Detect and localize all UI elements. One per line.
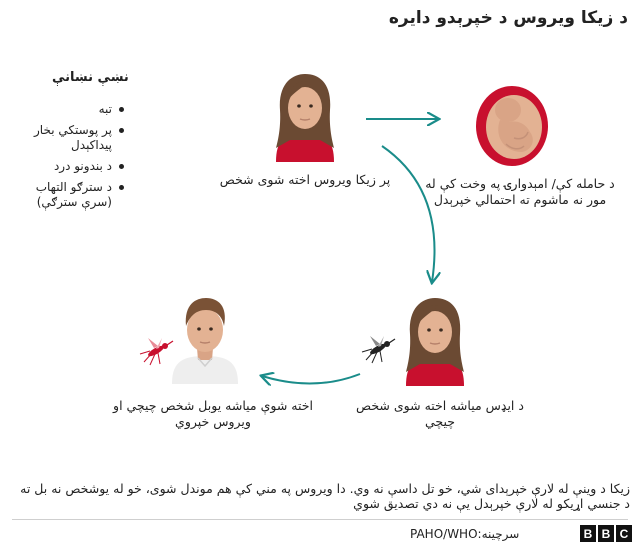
footer-note: زیکا د وینې له لارې خپرېدای شي، خو تل داسې نه وي. دا ویروس په مني کې هم موندل شوی، خو له یوشخص نه بل ته د جنسي اړیکو له لارې خپرېدل یې نه دي تصدیق شوي [20, 481, 630, 511]
symptom-item: پر پوستکي بخار پیداکېدل [6, 123, 124, 153]
arrow-to-healthy [262, 374, 360, 384]
mosquito-bite-caption: د ایډس میاشه اخته شوی شخص چیچي [356, 398, 524, 429]
logo-letter: B [580, 525, 596, 542]
logo-letter: B [598, 525, 614, 542]
symptoms-heading: نښې نښانې [52, 70, 129, 85]
infected-person-caption: پر زیکا ویروس اخته شوی شخص [219, 172, 391, 187]
healthy-person-caption: اخته شوې میاشه یوبل شخص چیچي او ویروس خپروي [113, 398, 313, 429]
source-credit: سرچینه:PAHO/WHO [410, 527, 520, 541]
symptom-item: د سترګو التهاب (سرې سترګې) [6, 180, 124, 210]
arrow-to-bite [382, 146, 435, 282]
footer-divider [12, 519, 628, 520]
diagram-title: د زیکا ویروس د خپرېدو دایره [388, 8, 628, 28]
bbc-logo [580, 525, 632, 542]
logo-letter: C [616, 525, 632, 542]
symptom-item: تبه [6, 102, 124, 117]
pregnancy-caption: د حامله کې/ امېدوارۍ په وخت کې له مور نه ماشوم ته احتمالي خپرېدل [425, 176, 615, 207]
symptom-item: د بندونو درد [6, 159, 124, 174]
